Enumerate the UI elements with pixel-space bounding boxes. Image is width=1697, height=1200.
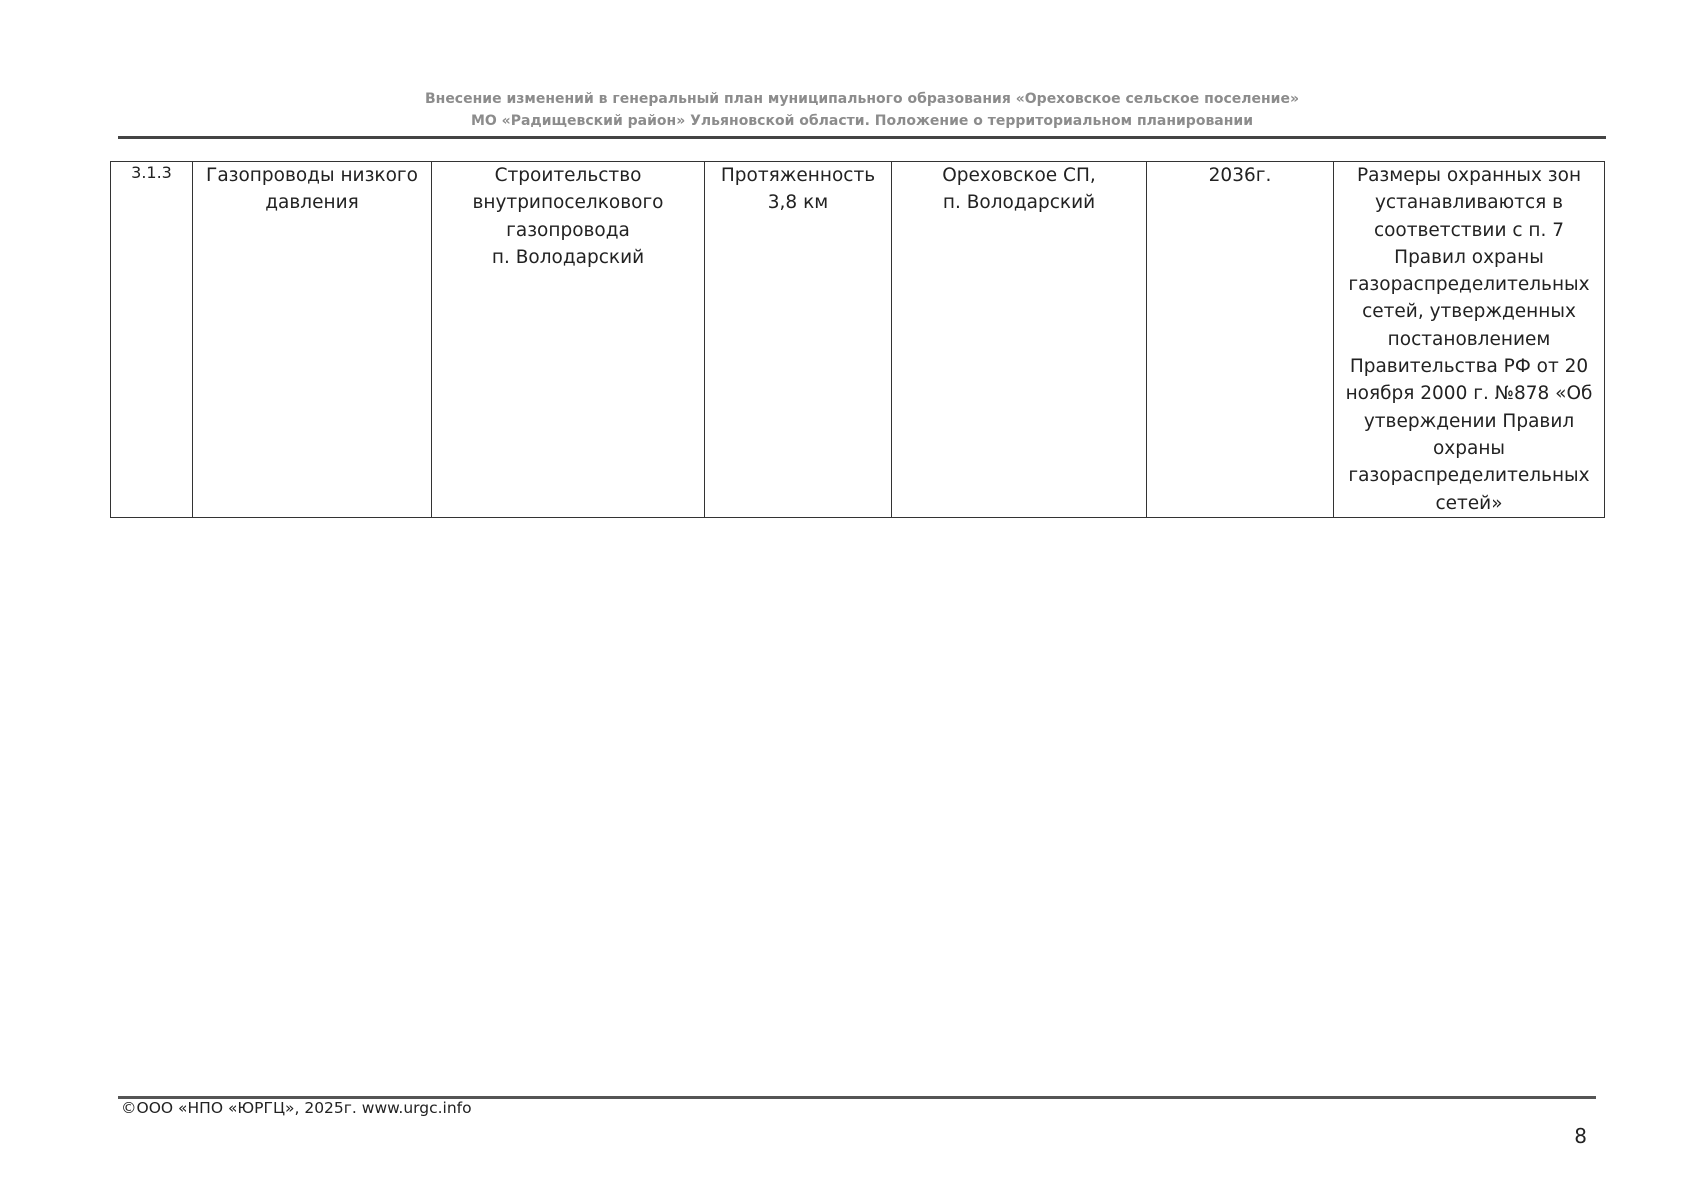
zones-cell — [1334, 162, 1605, 518]
object-location: Ореховское СП, п. Володарский — [942, 165, 1096, 214]
object-purpose: Строительство внутрипоселкового газопровода п. Володарский — [472, 165, 664, 268]
object-deadline: 2036г. — [1208, 165, 1272, 186]
row-number-cell — [111, 162, 193, 518]
planning-table — [110, 161, 1605, 518]
protection-zones: Размеры охранных зон устанавливаются в соответствии с п. 7 Правил охраны газораспределительных сетей, утвержденных постановлением Правительства РФ от 20 ноября 2000 г. №878 «Об утверждении Правил охраны газораспределительных сетей» — [1345, 165, 1593, 514]
header-divider — [118, 136, 1606, 139]
location-cell — [892, 162, 1147, 518]
deadline-cell — [1147, 162, 1334, 518]
footer-copyright: ©ООО «НПО «ЮРГЦ», 2025г. www.urgc.info — [121, 1099, 472, 1117]
characteristics-cell — [705, 162, 892, 518]
header-line-2: МО «Радищевский район» Ульяновской области. Положение о территориальном планировании — [470, 113, 1254, 129]
purpose-cell — [432, 162, 705, 518]
page-number: 8 — [1574, 1124, 1587, 1148]
object-name: Газопроводы низкого давления — [206, 165, 418, 214]
header-line-1: Внесение изменений в генеральный план муниципального образования «Ореховское сельское поселение» — [424, 91, 1300, 107]
object-name-cell — [193, 162, 432, 518]
document-header — [118, 88, 1606, 132]
object-characteristics: Протяженность 3,8 км — [720, 165, 876, 214]
table-row — [111, 162, 1605, 518]
row-number: 3.1.3 — [131, 163, 172, 182]
